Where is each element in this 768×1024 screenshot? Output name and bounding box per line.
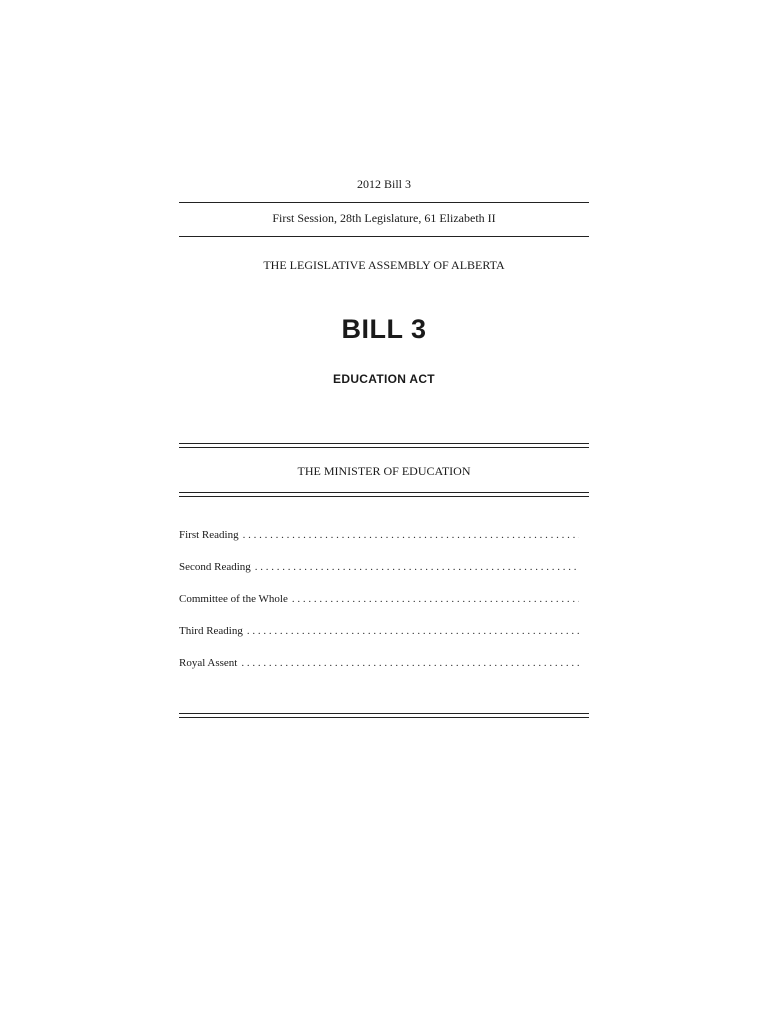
reading-label: First Reading xyxy=(179,529,239,541)
session-line: First Session, 28th Legislature, 61 Elizabeth II xyxy=(272,211,496,225)
header-top-rule xyxy=(179,202,589,203)
dot-leader xyxy=(247,625,579,637)
reading-label: Second Reading xyxy=(179,561,251,573)
dot-leader xyxy=(255,561,579,573)
bill-number: BILL 3 xyxy=(341,314,427,344)
sponsor-bottom-double-rule xyxy=(179,492,589,497)
sponsor-top-double-rule xyxy=(179,443,589,448)
dot-leader xyxy=(243,529,579,541)
dot-leader xyxy=(292,593,579,605)
bill-title: EDUCATION ACT xyxy=(333,372,435,386)
reading-row-committee xyxy=(179,593,579,625)
reading-row-third xyxy=(179,625,579,657)
reading-row-second xyxy=(179,561,579,593)
header-bottom-rule xyxy=(179,236,589,237)
dot-leader xyxy=(241,657,579,669)
reading-row-first xyxy=(179,529,579,561)
bill-year-line: 2012 Bill 3 xyxy=(356,177,411,191)
reading-label: Third Reading xyxy=(179,625,243,637)
reading-row-royal-assent xyxy=(179,657,579,689)
reading-label: Royal Assent xyxy=(179,657,238,669)
sponsor-line: THE MINISTER OF EDUCATION xyxy=(297,464,471,478)
readings-list xyxy=(179,529,579,689)
assembly-line: THE LEGISLATIVE ASSEMBLY OF ALBERTA xyxy=(263,258,505,272)
reading-label: Committee of the Whole xyxy=(179,593,288,605)
footer-double-rule xyxy=(179,713,589,718)
